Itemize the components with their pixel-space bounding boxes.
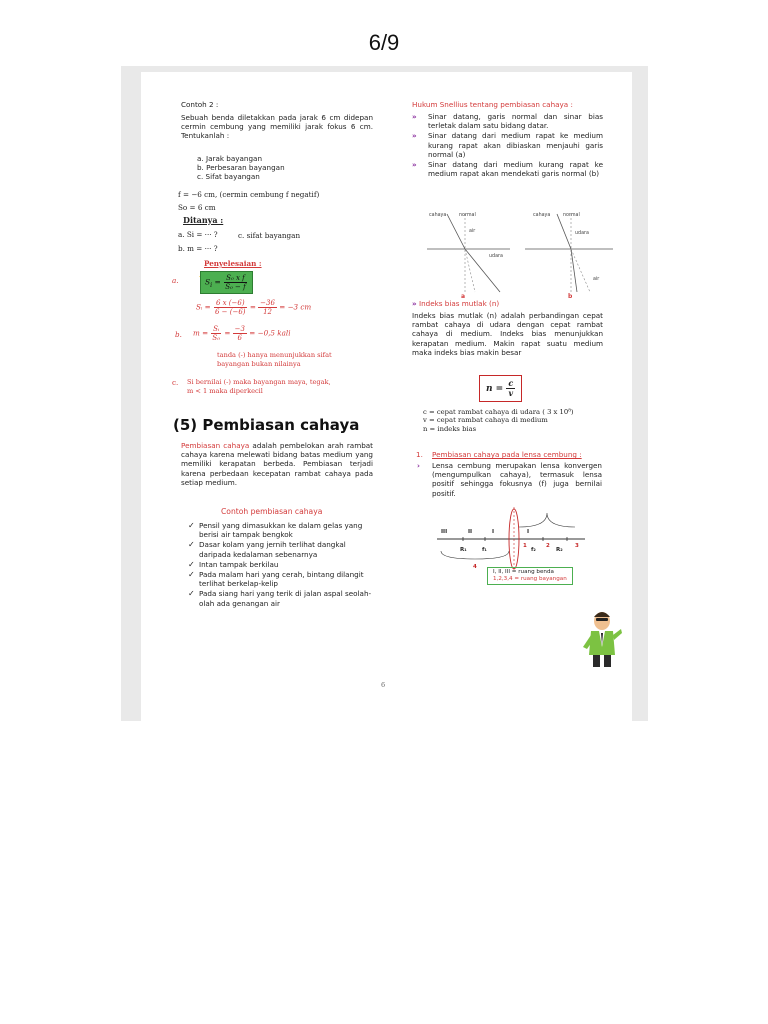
page-number: 6	[381, 681, 386, 689]
index-text: Indeks bias mutlak (n) adalah perbandingan cepat rambat cahaya di udara dengan cepat rambat cahaya di medium. Indeks bias menunjukkan kerapatan medium. Makin rapat suatu medium maka indeks bias makin besar	[412, 311, 603, 357]
formula-n: n =	[486, 384, 504, 394]
calc-lhs: Sᵢ =	[196, 302, 211, 312]
list-item: ✓ Dasar kolam yang jernih terlihat dangkal daripada kedalaman sebenarnya	[188, 540, 373, 558]
diagram-a-label: a	[461, 293, 466, 299]
note-c: Si bernilai (-) maka bayangan maya, tegak, m < 1 maka diperkecil	[187, 378, 331, 395]
label-cahaya: cahaya	[533, 213, 551, 218]
formula-c: c	[508, 378, 514, 388]
formula-v: v	[508, 388, 514, 398]
asked-title: Ditanya :	[183, 215, 224, 225]
diagram-b-label: b	[568, 293, 573, 299]
section-heading: (5) Pembiasan cahaya	[173, 416, 360, 434]
examples-list	[188, 521, 373, 609]
legend-v: v = cepat rambat cahaya di medium	[423, 416, 548, 425]
section-lead	[181, 441, 373, 487]
list-item: » Sinar datang, garis normal dan sinar bias terletak dalam satu bidang datar.	[412, 112, 603, 131]
index-title: Indeks bias mutlak (n)	[418, 299, 500, 308]
lens-label-4: 4	[473, 564, 477, 570]
chevron-icon: »	[412, 131, 417, 141]
lens-label-R1: R₁	[460, 547, 467, 553]
m-num2: −3	[234, 325, 245, 333]
lens-label-I-left: I	[492, 529, 495, 535]
label-cahaya: cahaya	[429, 213, 447, 218]
task-item: a. Jarak bayangan	[197, 154, 263, 163]
chevron-icon: »	[412, 112, 417, 121]
formula-n-box	[479, 375, 522, 402]
formula-lhs: S	[205, 277, 211, 287]
lens-text: Lensa cembung merupakan lensa konvergen (mengumpulkan cahaya), termasuk lensa positif sehingga fokusnya (f) juga bernilai positif.	[432, 461, 602, 498]
lens-legend-2: 1,2,3,4 = ruang bayangan	[493, 576, 567, 582]
lens-label-III: III	[441, 529, 448, 535]
asked-c: c. sifat bayangan	[238, 231, 301, 240]
calc-den1: 6 − (−6)	[214, 308, 246, 316]
chevron-icon: »	[412, 299, 417, 308]
index-heading	[412, 299, 499, 308]
mascot-illustration	[581, 607, 623, 669]
lens-number: 1.	[416, 450, 423, 459]
task-item: c. Sifat bayangan	[197, 172, 260, 182]
document-page	[141, 72, 632, 721]
list-item: ✓ Pada siang hari yang terik di jalan aspal seolah-olah ada genangan air	[188, 589, 373, 607]
calc-den2: 12	[263, 308, 272, 316]
list-item: » Sinar datang dari medium rapat ke medium kurang rapat akan dibiaskan menjauhi garis normal (a)	[412, 131, 603, 159]
asked-b: b. m = ··· ?	[178, 244, 218, 253]
lens-label-II: II	[468, 529, 473, 535]
task-item: b. Perbesaran bayangan	[197, 163, 285, 173]
diagram-a	[427, 212, 510, 299]
formula-legend	[423, 408, 574, 433]
given-f: f = −6 cm, (cermin cembung f negatif)	[178, 190, 320, 199]
calc-num1: 6 x (−6)	[215, 299, 245, 307]
lens-label-R2: R₂	[556, 547, 563, 553]
asked-a: a. Si = ··· ?	[178, 230, 218, 239]
label-normal: normal	[459, 213, 476, 218]
formula-box: $S_i$ = $\frac{\text{S₀ x f}}{\text{S₀ − f}}$	[200, 271, 253, 294]
lens-label-f1: f₁	[482, 547, 487, 553]
refraction-diagrams	[425, 204, 615, 299]
label-normal: normal	[563, 213, 580, 218]
lens-legend-box	[487, 567, 573, 585]
section-lead-body: adalah pembelokan arah rambat cahaya karena melewati bidang batas medium yang memiliki kerapatan berbeda. Pembiasan terjadi karena perbedaan kecepatan rambat cahaya pada setiap medium.	[181, 441, 373, 487]
chevron-icon: ›	[417, 461, 420, 470]
lens-title: Pembiasan cahaya pada lensa cembung :	[432, 450, 582, 459]
list-item: » Sinar datang dari medium kurang rapat ke medium rapat akan mendekati garis normal (b)	[412, 160, 603, 179]
solution-b-label: b.	[175, 330, 182, 339]
example-text: Sebuah benda diletakkan pada jarak 6 cm didepan cermin cembung yang memiliki jarak fokus 6 cm. Tentukanlah :	[181, 113, 373, 141]
section-lead-term: Pembiasan cahaya	[181, 441, 250, 450]
diagram-b	[525, 212, 613, 299]
chevron-icon: »	[412, 160, 417, 170]
m-lhs: m =	[193, 328, 209, 338]
lens-label-f2: f₂	[531, 547, 536, 553]
solution-c-label: c.	[172, 378, 179, 387]
list-item: ✓ Pada malam hari yang cerah, bintang dilangit terlihat berkelap-kelip	[188, 570, 373, 588]
calc-m: m = $\frac{\text{Sᵢ}}{\text{S₀}}$ = $\frac{-3}{6}$ = −0,5 kali	[193, 325, 291, 342]
task-list	[197, 154, 285, 182]
calc-si: Sᵢ = $\frac{6 x (-6)}{6 - (-6)}$ = $\frac{-36}{12}$ = −3 cm	[196, 299, 312, 316]
lens-label-2: 2	[546, 543, 550, 549]
solution-title: Penyelesaian :	[204, 259, 262, 268]
formula-denominator: S₀ − f	[225, 283, 246, 291]
example-title: Contoh 2 :	[181, 100, 219, 109]
m-num1: Sᵢ	[213, 325, 220, 333]
examples-title: Contoh pembiasan cahaya	[221, 507, 323, 516]
snellius-title: Hukum Snellius tentang pembiasan cahaya :	[412, 100, 573, 109]
list-item: ✓ Intan tampak berkilau	[188, 560, 373, 569]
m-result: = −0,5 kali	[249, 328, 291, 338]
calc-num2: −36	[260, 299, 275, 307]
label-udara: udara	[575, 231, 589, 236]
page-indicator: 6/9	[368, 30, 400, 55]
given-so: So = 6 cm	[178, 203, 216, 212]
formula-numerator: S₀ x f	[226, 274, 245, 282]
label-air: air	[593, 277, 600, 282]
lens-label-I-right: I	[527, 529, 530, 535]
m-den1: S₀	[212, 334, 221, 342]
solution-a-label: a.	[172, 276, 179, 285]
list-item: ✓ Pensil yang dimasukkan ke dalam gelas yang berisi air tampak bengkok	[188, 521, 373, 539]
legend-c: c = cepat rambat cahaya di udara ( 3 x 10⁸)	[423, 408, 574, 416]
note-b: tanda (-) hanya menunjukkan sifat bayangan bukan nilainya	[217, 351, 332, 368]
snellius-points	[412, 112, 603, 178]
label-air: air	[469, 229, 476, 234]
legend-n: n = indeks bias	[423, 424, 477, 433]
m-den2: 6	[237, 334, 243, 342]
label-udara: udara	[489, 254, 503, 259]
lens-label-3: 3	[575, 543, 579, 549]
lens-label-1: 1	[523, 543, 527, 549]
lens-legend-1: I, II, III = ruang benda	[493, 569, 554, 575]
calc-result: = −3 cm	[279, 302, 312, 312]
